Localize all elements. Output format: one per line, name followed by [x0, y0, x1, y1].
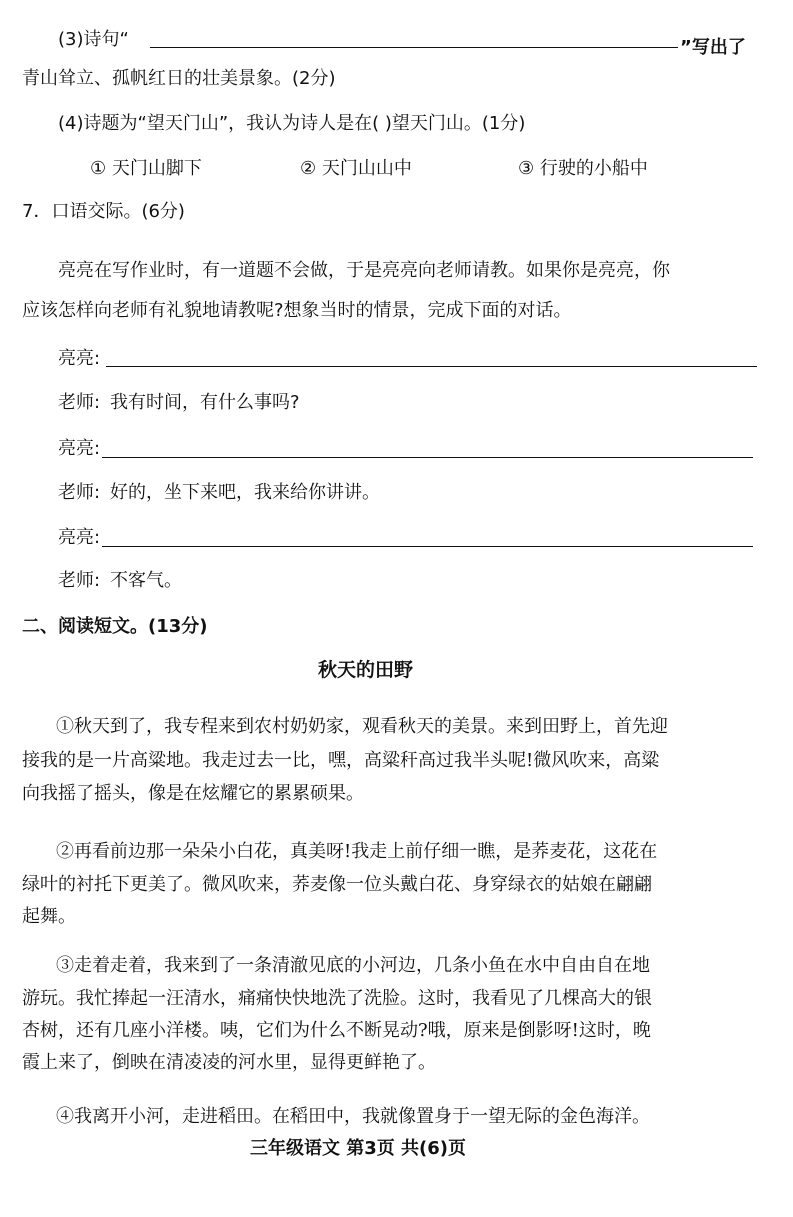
q4-option-1: ① 天门山脚下 — [90, 158, 202, 179]
q3-prefix: (3)诗句“ — [58, 29, 129, 50]
dialogue-speaker-liangliang: 亮亮: — [58, 527, 101, 548]
paragraph-line: ①秋天到了，我专程来到农村奶奶家，观看秋天的美景。来到田野上，首先迎 — [56, 716, 668, 737]
q3-line2: 青山耸立、孤帆红日的壮美景象。(2分) — [22, 68, 336, 89]
dialogue-speaker-teacher: 老师: — [58, 570, 101, 591]
paragraph-line: 绿叶的衬托下更美了。微风吹来，荞麦像一位头戴白花、身穿绿衣的姑娘在翩翩 — [22, 874, 652, 895]
q7-intro-line2: 应该怎样向老师有礼貌地请教呢?想象当时的情景，完成下面的对话。 — [22, 300, 572, 321]
dialogue-speaker-teacher: 老师: — [58, 392, 101, 413]
dialogue-speaker-teacher: 老师: — [58, 482, 101, 503]
paragraph-line: 起舞。 — [22, 906, 76, 927]
q7-intro-line1: 亮亮在写作业时，有一道题不会做，于是亮亮向老师请教。如果你是亮亮，你 — [58, 260, 670, 281]
q3-answer-blank[interactable] — [150, 47, 678, 48]
page-footer: 三年级语文 第3页 共(6)页 — [250, 1138, 467, 1159]
paragraph-line: 接我的是一片高粱地。我走过去一比，嘿，高粱秆高过我半头呢!微风吹来，高粱 — [22, 750, 660, 771]
dialogue-speaker-liangliang: 亮亮: — [58, 348, 101, 369]
dialogue-answer-blank[interactable] — [102, 546, 753, 547]
dialogue-text-teacher: 我有时间，有什么事吗? — [110, 392, 300, 413]
q4-option-2: ② 天门山山中 — [300, 158, 412, 179]
paragraph-line: 杏树，还有几座小洋楼。咦，它们为什么不断晃动?哦，原来是倒影呀!这时，晚 — [22, 1020, 651, 1041]
paragraph-line: ③走着走着，我来到了一条清澈见底的小河边，几条小鱼在水中自由自在地 — [56, 955, 650, 976]
paragraph-line: ②再看前边那一朵朵小白花，真美呀!我走上前仔细一瞧，是荞麦花，这花在 — [56, 841, 658, 862]
dialogue-answer-blank[interactable] — [102, 457, 753, 458]
dialogue-text-teacher: 好的，坐下来吧，我来给你讲讲。 — [110, 482, 380, 503]
article-title: 秋天的田野 — [318, 659, 414, 681]
section-title: 二、阅读短文。(13分) — [22, 616, 208, 637]
q3-suffix: ”写出了 — [680, 37, 746, 58]
dialogue-answer-blank[interactable] — [106, 366, 757, 367]
paragraph-line: 游玩。我忙捧起一汪清水，痛痛快快地洗了洗脸。这时，我看见了几棵高大的银 — [22, 988, 652, 1009]
q4-option-3: ③ 行驶的小船中 — [518, 158, 648, 179]
paragraph-line: 向我摇了摇头，像是在炫耀它的累累硕果。 — [22, 783, 364, 804]
dialogue-speaker-liangliang: 亮亮: — [58, 438, 101, 459]
q7-title: 7．口语交际。(6分) — [22, 201, 185, 222]
paragraph-line: ④我离开小河，走进稻田。在稻田中，我就像置身于一望无际的金色海洋。 — [56, 1106, 650, 1127]
q4-text: (4)诗题为“望天门山”，我认为诗人是在( )望天门山。(1分) — [58, 113, 526, 134]
dialogue-text-teacher: 不客气。 — [110, 570, 182, 591]
paragraph-line: 霞上来了，倒映在清凌凌的河水里，显得更鲜艳了。 — [22, 1052, 436, 1073]
